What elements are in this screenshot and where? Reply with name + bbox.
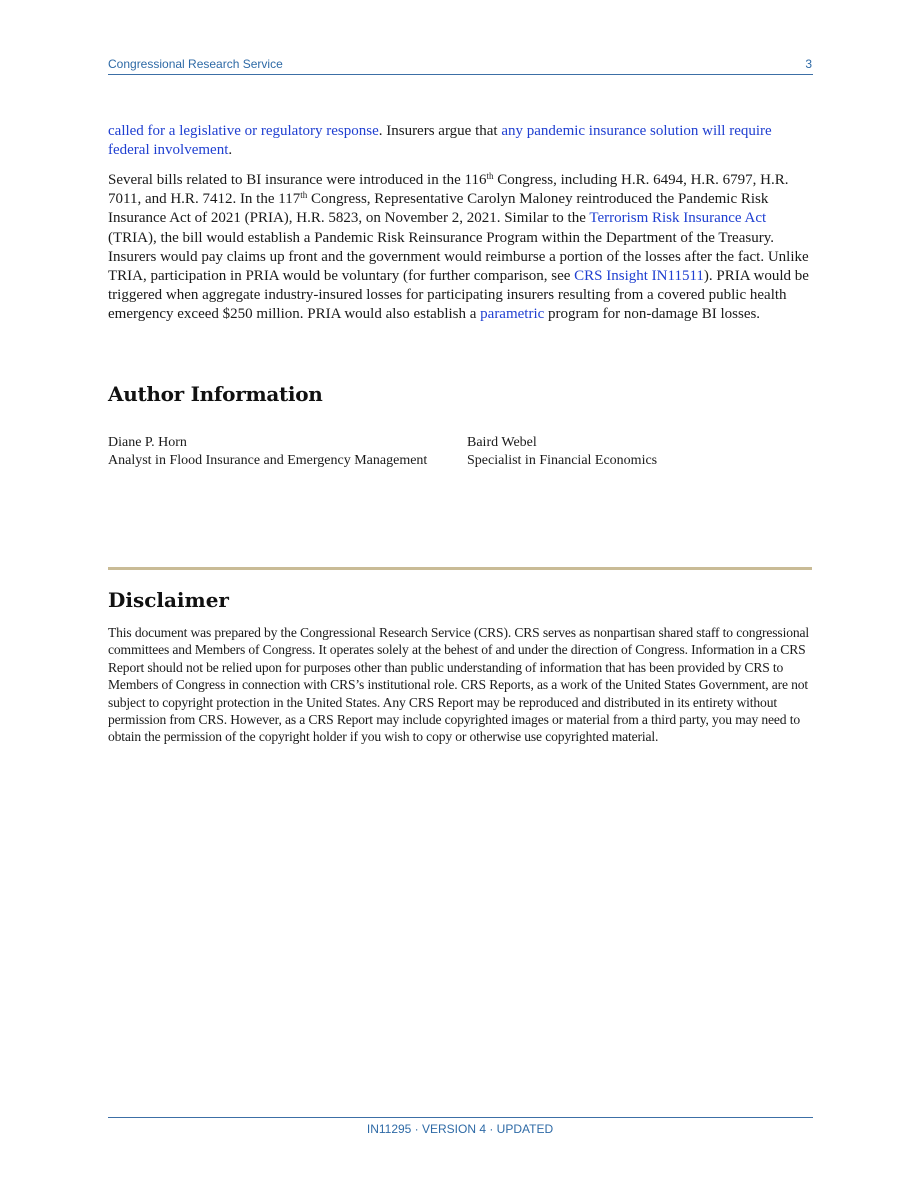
author-block-1 (108, 434, 427, 470)
p2-text-5: ). PRIA would be triggered when aggregate industry-insured losses for participating insurers resulting from a covered public health emergency exceed $250 million. PRIA would also establish a (108, 268, 809, 323)
author-block-2 (467, 434, 657, 470)
section-divider (108, 567, 812, 570)
body-paragraph-2 (108, 171, 814, 325)
author-title: Analyst in Flood Insurance and Emergency Management (108, 453, 428, 468)
link-parametric[interactable]: parametric (480, 306, 545, 323)
disclaimer-heading: Disclaimer (108, 588, 229, 612)
page-number: 3 (805, 57, 812, 71)
p2-text-3: Congress, Representative Carolyn Maloney reintroduced the Pandemic Risk Insurance Act of 2021 (PRIA), H.R. 5823, on November 2, 2021. Similar to the (108, 191, 769, 227)
p2-text-2: Congress, including H.R. 6494, H.R. 6797, H.R. 7011, and H.R. 7412. In the 117 (108, 172, 789, 208)
disclaimer-text: This document was prepared by the Congressional Research Service (CRS). CRS serves as nonpartisan shared staff to congressional committees and Members of Congress. It operates solely at the behest of and under the direction of Congress. Information in a CRS Report should not be relied upon for purposes other than public understanding of information that has been provided by CRS to Members of Congress in connection with CRS’s institutional role. CRS Reports, as a work of the United States Government, are not subject to copyright protection in the United States. Any CRS Report may be reproduced and distributed in its entirety without permission from CRS. However, as a CRS Report may include copyrighted images or material from a third party, you may need to obtain the permission of the copyright holder if you wish to copy or otherwise use copyrighted material. (108, 625, 810, 745)
p2-superscript-1: th (486, 171, 494, 181)
link-legislative-response[interactable]: called for a legislative or regulatory response (108, 123, 379, 139)
page-footer: IN11295 · VERSION 4 · UPDATED (366, 1122, 554, 1136)
author-name: Diane P. Horn (108, 435, 187, 450)
p1-text-2: . (228, 142, 233, 159)
footer-divider (108, 1117, 813, 1118)
p2-superscript-2: th (300, 190, 308, 201)
link-federal-involvement[interactable]: any pandemic insurance solution will require federal involvement (108, 123, 772, 159)
link-tria[interactable]: Terrorism Risk Insurance Act (589, 210, 767, 227)
body-paragraph-1 (108, 122, 814, 160)
page-header (108, 56, 813, 75)
author-information-heading: Author Information (108, 382, 323, 406)
p1-text-1: . Insurers argue that (378, 123, 502, 139)
author-title: Specialist in Financial Economics (467, 453, 658, 468)
p2-text-4: (TRIA), the bill would establish a Pandemic Risk Reinsurance Program within the Department of the Treasury. Insurers would pay claims up front and the government would reimburse a portion of the losses after the fact. Unlike TRIA, participation in PRIA would be voluntary (for further comparison, see (108, 229, 809, 285)
link-crs-insight[interactable]: CRS Insight IN11511 (574, 268, 704, 285)
p2-text-1: Several bills related to BI insurance were introduced in the 116 (108, 172, 487, 188)
header-organization: Congressional Research Service (108, 57, 283, 71)
p2-text-6: program for non-damage BI losses. (544, 306, 761, 323)
author-name: Baird Webel (467, 435, 537, 450)
